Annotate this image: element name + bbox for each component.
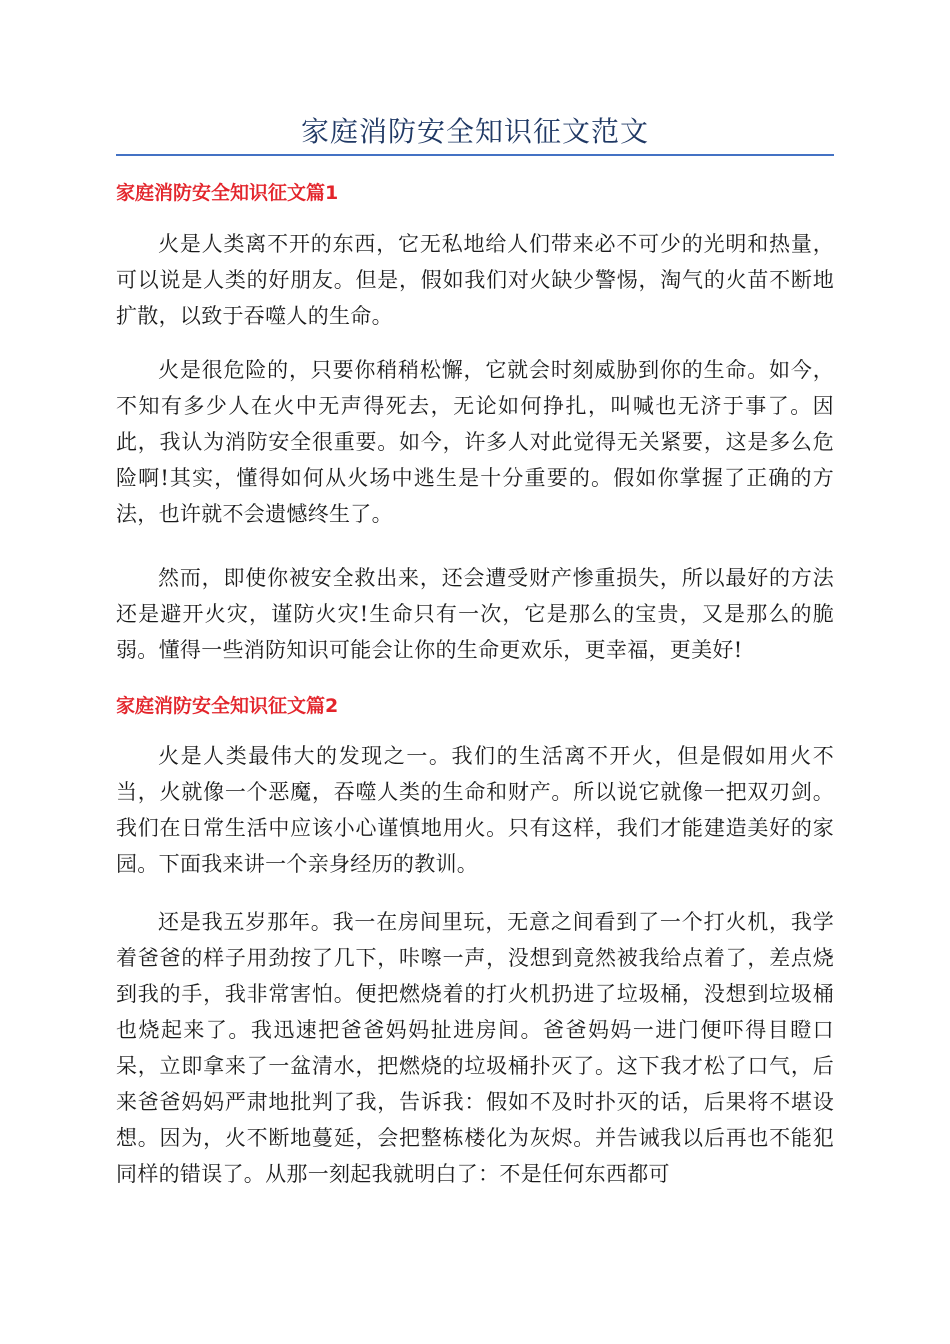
- document-title: 家庭消防安全知识征文范文: [300, 115, 649, 148]
- paragraph: 还是我五岁那年。我一在房间里玩，无意之间看到了一个打火机，我学着爸爸的样子用劲按了几下，咔嚓一声，没想到竟然被我给点着了，差点烧到我的手，我非常害怕。便把燃烧着的打火机扔进了垃圾桶，没想到垃圾桶也烧起来了。我迅速把爸爸妈妈扯进房间。爸爸妈妈一进门便吓得目瞪口呆，立即拿来了一盆清水，把燃烧的垃圾桶扑灭了。这下我才松了口气，后来爸爸妈妈严肃地批判了我，告诉我：假如不及时扑灭的话，后果将不堪设想。因为，火不断地蔓延，会把整栋楼化为灰烬。并告诫我以后再也不能犯同样的错误了。从那一刻起我就明白了：不是任何东西都可: [116, 910, 834, 1186]
- paragraph: 火是人类离不开的东西，它无私地给人们带来必不可少的光明和热量，可以说是人类的好朋友。但是，假如我们对火缺少警惕，淘气的火苗不断地扩散，以致于吞噬人的生命。: [116, 232, 834, 328]
- title-underline: [116, 154, 834, 156]
- paragraph: 火是很危险的，只要你稍稍松懈，它就会时刻威胁到你的生命。如今，不知有多少人在火中无声得死去，无论如何挣扎，叫喊也无济于事了。因此，我认为消防安全很重要。如今，许多人对此觉得无关紧要，这是多么危险啊!其实，懂得如何从火场中逃生是十分重要的。假如你掌握了正确的方法，也许就不会遗憾终生了。: [116, 358, 834, 526]
- paragraph: 火是人类最伟大的发现之一。我们的生活离不开火，但是假如用火不当，火就像一个恶魔，吞噬人类的生命和财产。所以说它就像一把双刃剑。我们在日常生活中应该小心谨慎地用火。只有这样，我们才能建造美好的家园。下面我来讲一个亲身经历的教训。: [116, 744, 834, 876]
- section-heading-2: 家庭消防安全知识征文篇2: [116, 695, 339, 717]
- section-heading-1: 家庭消防安全知识征文篇1: [116, 182, 339, 204]
- paragraph: 然而，即使你被安全救出来，还会遭受财产惨重损失，所以最好的方法还是避开火灾，谨防火灾!生命只有一次，它是那么的宝贵，又是那么的脆弱。懂得一些消防知识可能会让你的生命更欢乐，更幸福，更美好!: [116, 566, 834, 662]
